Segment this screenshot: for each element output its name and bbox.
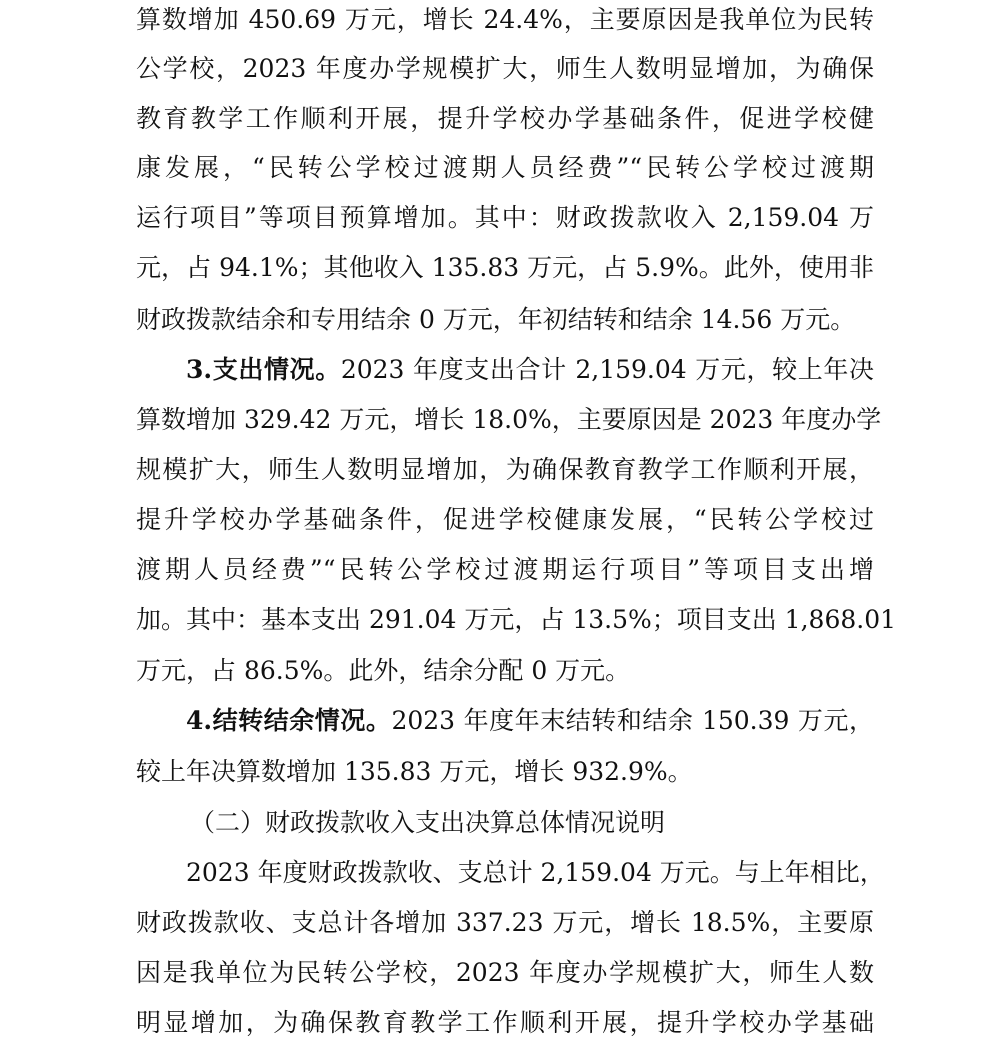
subsection-heading: （二）财政拨款收入支出决算总体情况说明 <box>190 808 666 837</box>
paragraph-line: 教育教学工作顺利开展，提升学校办学基础条件，促进学校健 <box>136 104 874 133</box>
paragraph-line: 2023 年度财政拨款收、支总计 2,159.04 万元。与上年相比， <box>186 858 885 887</box>
paragraph-line: 提升学校办学基础条件，促进学校健康发展，“民转公学校过 <box>136 505 874 534</box>
section-3-expenditure: 3.支出情况。2023 年度支出合计 2,159.04 万元，较上年决 <box>186 355 874 384</box>
paragraph-line: 元，占 94.1%；其他收入 135.83 万元，占 5.9%。此外，使用非 <box>136 253 874 282</box>
paragraph-line: 运行项目”等项目预算增加。其中：财政拨款收入 2,159.04 万 <box>136 203 874 232</box>
paragraph-line: 公学校，2023 年度办学规模扩大，师生人数明显增加，为确保 <box>136 54 874 83</box>
paragraph-line: 渡期人员经费”“民转公学校过渡期运行项目”等项目支出增 <box>136 555 874 584</box>
section-heading: 3.支出情况。 <box>186 355 341 384</box>
paragraph-line: 规模扩大，师生人数明显增加，为确保教育教学工作顺利开展， <box>136 455 874 484</box>
paragraph-line: 财政拨款收、支总计各增加 337.23 万元，增长 18.5%，主要原 <box>136 908 874 937</box>
paragraph-line: 加。其中：基本支出 291.04 万元，占 13.5%；项目支出 1,868.01 <box>136 605 897 634</box>
paragraph-line: 财政拨款结余和专用结余 0 万元，年初结转和结余 14.56 万元。 <box>136 305 856 334</box>
paragraph-line: 算数增加 329.42 万元，增长 18.0%，主要原因是 2023 年度办学 <box>136 405 882 434</box>
paragraph-line: 明显增加，为确保教育教学工作顺利开展，提升学校办学基础 <box>136 1008 874 1037</box>
section-heading: 4.结转结余情况。 <box>186 706 392 735</box>
paragraph-line: 因是我单位为民转公学校，2023 年度办学规模扩大，师生人数 <box>136 958 874 987</box>
paragraph-line: 算数增加 450.69 万元，增长 24.4%，主要原因是我单位为民转 <box>136 5 874 34</box>
paragraph-line: 较上年决算数增加 135.83 万元，增长 932.9%。 <box>136 757 693 786</box>
paragraph-line: 万元，占 86.5%。此外，结余分配 0 万元。 <box>136 656 631 685</box>
paragraph-line: 康发展，“民转公学校过渡期人员经费”“民转公学校过渡期 <box>136 153 874 182</box>
section-4-carryover: 4.结转结余情况。2023 年度年末结转和结余 150.39 万元， <box>186 706 874 735</box>
